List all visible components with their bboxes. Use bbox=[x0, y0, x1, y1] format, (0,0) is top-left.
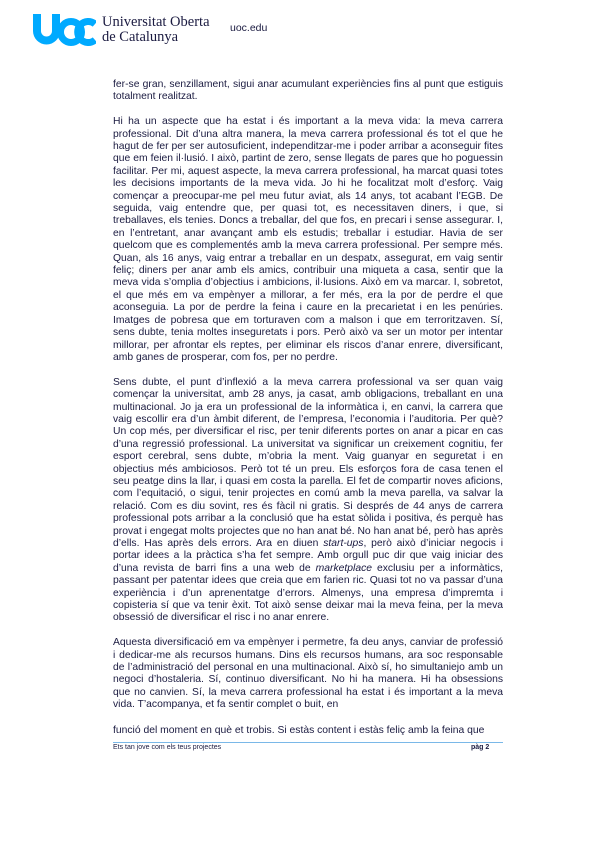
page-number: pàg 2 bbox=[471, 744, 490, 751]
emphasis-marketplace: marketplace bbox=[315, 562, 372, 574]
paragraph-2: Hi ha un aspecte que ha estat i és important a la meva vida: la meva carrera professional. Dit d’una altra manera, la meva carrera professional és tot el que he hagut de fer per ser autosuficient, independitzar-me i poder arribar a aconseguir fites que em feien il·lusió. I això, partint de zero, sense llegats de pares que ho poguessin facilitar. Per mi, aquest aspecte, la meva carrera professional, ha marcat quasi totes les decisions importants de la meva vida. Jo hi he focalitzat molt d’esforç. Vaig començar a preocupar-me pel meu futur aviat, als 14 anys, tot acabant l’EGB. De seguida, vaig entendre que, per quasi tot, es necessitaven diners, i que, si treballaves, els tenies. Doncs a treballar, del que fos, en precari i sense assegurar. I, en l’entretant, anar avançant amb els estudis; treballar i estudiar. Havia de ser quelcom que es complementés amb la meva carrera professional. Per sempre més. Quan, als 16 anys, vaig entrar a treballar en un despatx, assegurat, em vaig sentir feliç; diners per anar amb els amics, contribuir una miqueta a casa, sentir que la meva vida s’omplia d’objectius i ambicions, il·lusions. Això em va marcar. I, sobretot, el que més em va empènyer a millorar, a fer més, era la por de perdre el que aconseguia. La por de perdre la feina i caure en la precarietat i en les penúries. Imatges de pobresa que em torturaven com a malson i que em terroritzaven. Sí, sens dubte, tenia moltes inseguretats i pors. Però això va ser un motor per intentar millorar, per afrontar els reptes, per eliminar els riscos d’anar enrere, diversificant, amb ganes de prosperar, com fos, per no perdre. bbox=[113, 116, 503, 363]
uoc-logo-icon bbox=[32, 12, 96, 46]
footer-title: Ets tan jove com els teus projectes bbox=[113, 744, 222, 751]
logo-line-1: Universitat Oberta bbox=[102, 14, 210, 30]
logo-line-2: de Catalunya bbox=[102, 29, 179, 45]
footer-divider bbox=[113, 742, 503, 743]
paragraph-3-part-b: , però això d’iniciar negocis i portar idees a la pràctica s’ha fet sempre. Amb orgull puc dir que vaig iniciar des d’una revista de barri fins a una web de bbox=[113, 538, 503, 574]
paragraph-1: fer-se gran, senzillament, sigui anar acumulant experiències fins al punt que estiguis totalment realitzat. bbox=[113, 79, 503, 103]
paragraph-4: Aquesta diversificació em va empènyer i permetre, fa deu anys, canviar de professió i dedicar-me als recursos humans. Dins els recursos humans, ara soc responsable de l’administració del personal en una multinacional. Això sí, ho simultaniejo amb un negoci d’hostaleria. Sí, continuo diversificant. No hi ha manera. Hi ha obsessions que no canvien. Sí, la meva carrera professional ha estat i és important a la meva vida. T’acompanya, et fa sentir complet o buit, en bbox=[113, 637, 503, 711]
paragraph-3 bbox=[113, 377, 503, 625]
university-name bbox=[102, 15, 210, 45]
paragraph-3-part-c: exclusiu per a informàtics, passant per patentar idees que creia que em farien ric. Quasi tot no va passar d’una experiència i d’un aprenentatge d’errors. Almenys, una empresa d’impremta i copisteria sí que va tenir èxit. Tot això sense deixar mai la meva feina, per la meva obsessió de diversificar el risc i no anar enrere. bbox=[113, 562, 503, 624]
paragraph-5: funció del moment en què et trobis. Si estàs content i estàs feliç amb la feina que bbox=[113, 724, 485, 736]
header-url: uoc.edu bbox=[230, 22, 268, 34]
emphasis-start-ups: start-ups bbox=[323, 538, 364, 549]
document-body bbox=[113, 79, 503, 737]
page-header bbox=[32, 12, 572, 52]
paragraph-3-part-a: Sens dubte, el punt d’inflexió a la meva carrera professional va ser quan vaig començar la universitat, amb 28 anys, ja casat, amb obligacions, treballant en una multinacional. Jo ja era un professional de la informàtica i, en canvi, la carrera que vaig escollir era d’un àmbit diferent, de l’empresa, l’economia i l’auditoria. Per què? Un cop més, per diversificar el risc, per tenir diferents portes on anar a picar en cas d’una regressió professional. La universitat va significar un creixement cognitiu, fer esport cerebral, sens dubte, m’obria la ment. Vaig guanyar en seguretat i en objectius més ambiciosos. Però tot té un preu. Els esforços fora de casa tenen el seu peatge dins la llar, i quasi em costa la parella. El fet de compartir noves aficions, com l’equitació, o sigui, tenir projectes en comú amb la meva parella, va salvar la relació. Com es diu sovint, res és fàcil ni gratis. Si després de 44 anys de carrera professional pots arribar a la conclusió que ha estat sòlida i positiva, és perquè has provat i engegat molts projectes que no han anat bé. No han anat bé, però has après d’ells. Has après dels errors. Ara en diuen bbox=[113, 376, 503, 549]
